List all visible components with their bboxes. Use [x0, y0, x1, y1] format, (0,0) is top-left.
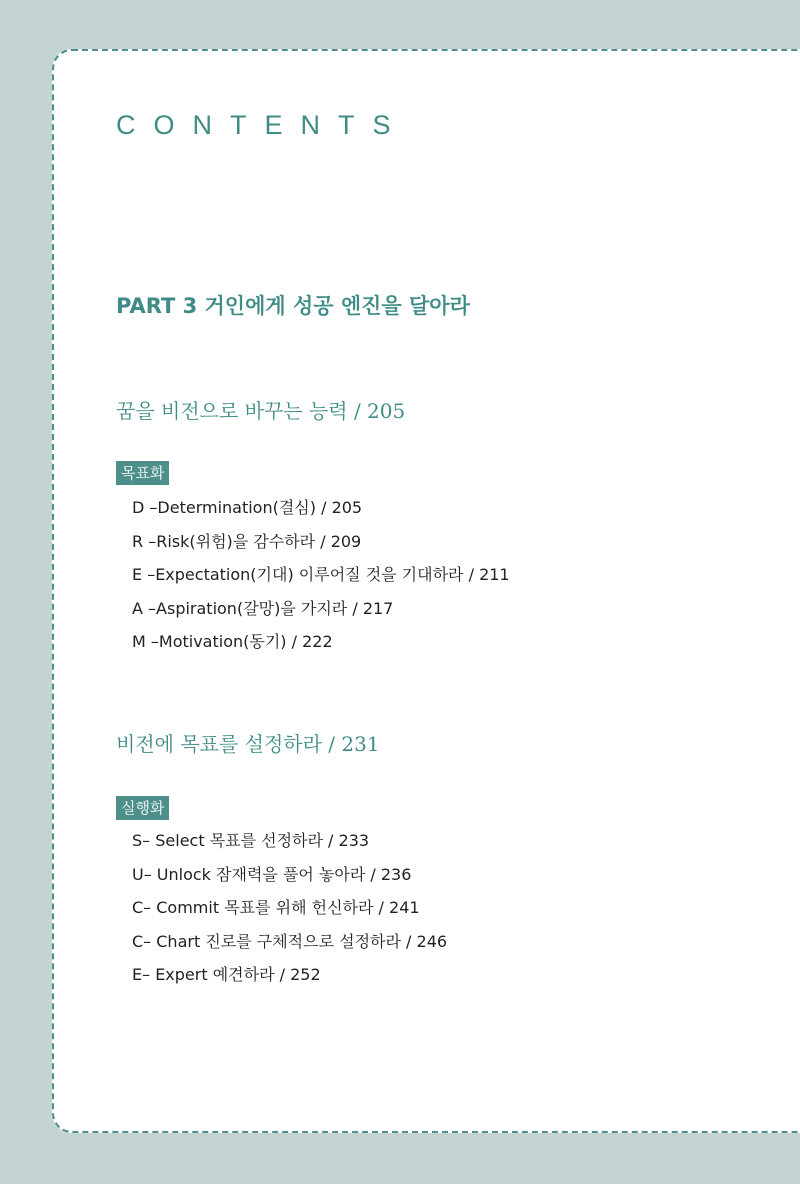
entry-list-dream: [132, 496, 510, 664]
section-tag-execution: 실행화: [116, 796, 169, 820]
toc-entry-expectation[interactable]: E –Expectation(기대) 이루어질 것을 기대하라 / 211: [132, 565, 510, 584]
toc-entry-select[interactable]: S– Select 목표를 선정하라 / 233: [132, 831, 370, 850]
contents-heading: CONTENTS: [116, 110, 409, 140]
entry-list-success: [132, 829, 447, 997]
section-tag-goal: 목표화: [116, 461, 169, 485]
chapter-title-goals[interactable]: 비전에 목표를 설정하라 / 231: [116, 732, 380, 756]
toc-entry-commit[interactable]: C– Commit 목표를 위해 헌신하라 / 241: [132, 898, 420, 917]
chapter-title-vision[interactable]: 꿈을 비전으로 바꾸는 능력 / 205: [116, 399, 406, 423]
toc-entry-unlock[interactable]: U– Unlock 잠재력을 풀어 놓아라 / 236: [132, 864, 412, 884]
toc-entry-risk[interactable]: R –Risk(위험)을 감수하라 / 209: [132, 531, 362, 551]
toc-entry-determination[interactable]: D –Determination(결심) / 205: [132, 498, 363, 517]
toc-entry-aspiration[interactable]: A –Aspiration(갈망)을 가지라 / 217: [132, 598, 394, 618]
toc-entry-chart[interactable]: C– Chart 진로를 구체적으로 설정하라 / 246: [132, 931, 448, 951]
toc-entry-motivation[interactable]: M –Motivation(동기) / 222: [132, 632, 333, 651]
toc-entry-expert[interactable]: E– Expert 예견하라 / 252: [132, 965, 321, 984]
part-title: PART 3 거인에게 성공 엔진을 달아라: [116, 294, 470, 318]
